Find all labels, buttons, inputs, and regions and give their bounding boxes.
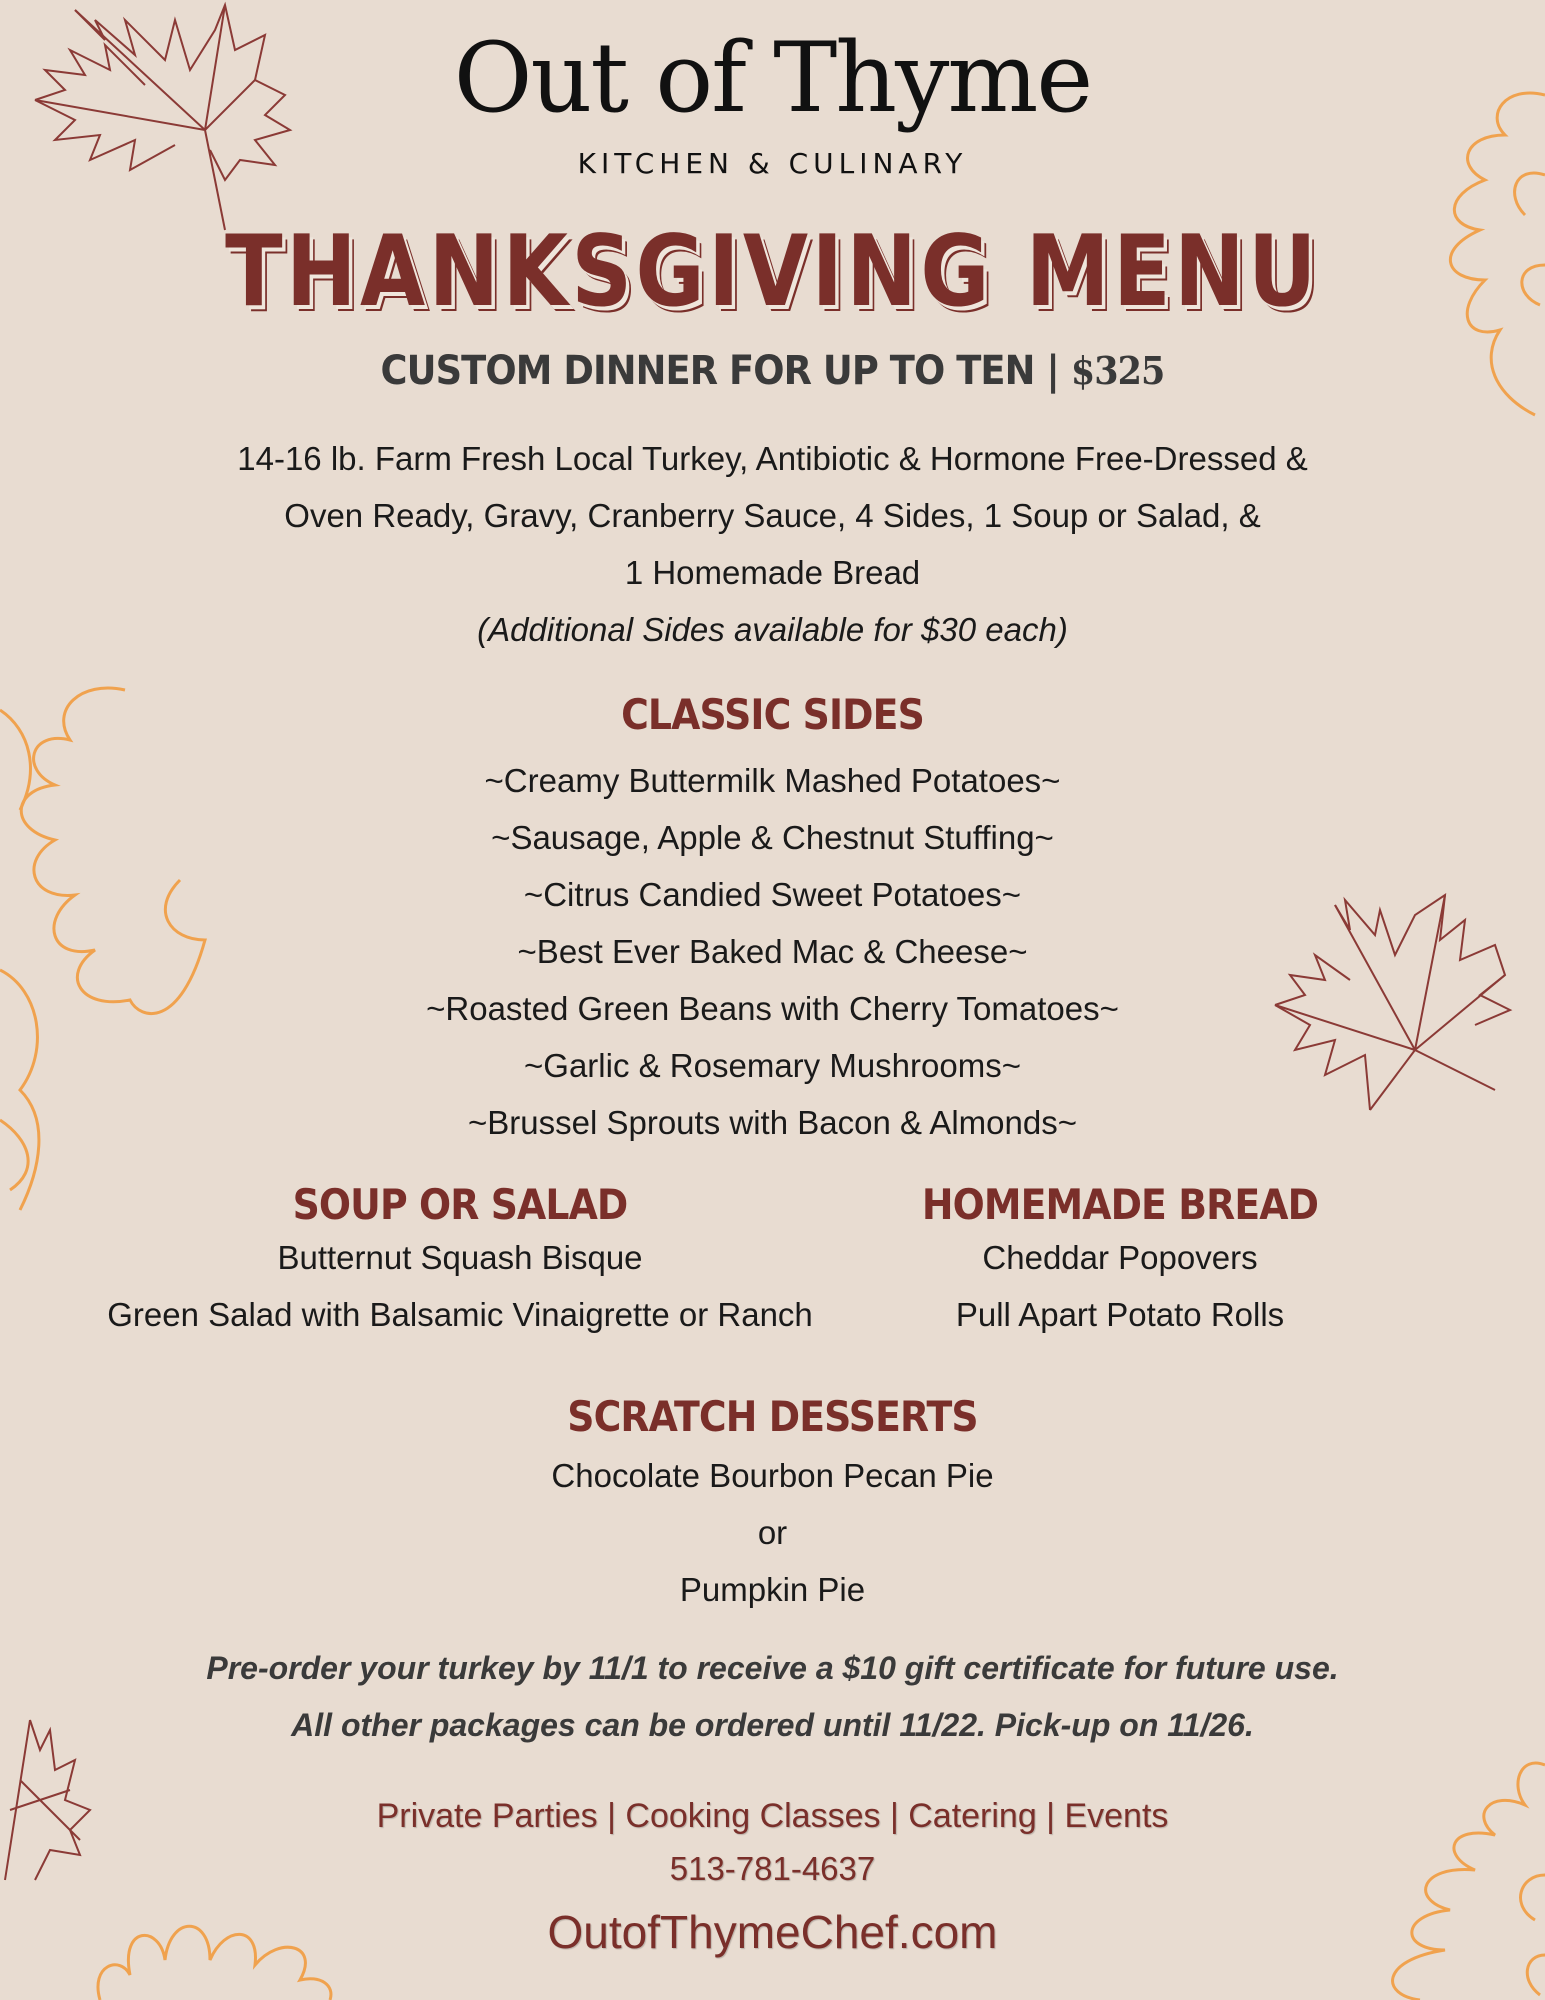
- list-item: Butternut Squash Bisque: [277, 1239, 643, 1276]
- preorder-line: All other packages can be ordered until 11/22. Pick-up on 11/26.: [291, 1707, 1254, 1743]
- brand-tagline: KITCHEN & CULINARY: [577, 147, 968, 180]
- soup-salad-section: [40, 1180, 880, 1343]
- list-item: Pumpkin Pie: [679, 1571, 866, 1608]
- list-item: Pull Apart Potato Rolls: [955, 1296, 1285, 1333]
- package-price: $325: [1070, 348, 1165, 393]
- brand-name: Out of Thyme: [453, 22, 1092, 134]
- list-item: ~Sausage, Apple & Chestnut Stuffing~: [491, 819, 1054, 856]
- soup-salad-heading: SOUP OR SALAD: [292, 1180, 628, 1229]
- additional-sides-note: (Additional Sides available for $30 each): [477, 611, 1068, 648]
- website-link[interactable]: OutofThymeChef.com: [547, 1906, 998, 1958]
- list-item: ~Citrus Candied Sweet Potatoes~: [523, 876, 1022, 913]
- preorder-line: Pre-order your turkey by 11/1 to receive a $10 gift certificate for future use.: [206, 1650, 1339, 1686]
- package-details-line: 1 Homemade Bread: [624, 554, 921, 591]
- list-item: ~Roasted Green Beans with Cherry Tomatoes~: [426, 990, 1119, 1027]
- phone-number[interactable]: 513-781-4637: [669, 1850, 876, 1887]
- desserts-list: [0, 1447, 1545, 1618]
- list-item: Chocolate Bourbon Pecan Pie: [551, 1457, 994, 1494]
- list-item: ~Brussel Sprouts with Bacon & Almonds~: [468, 1104, 1077, 1141]
- soup-salad-list: [40, 1229, 880, 1343]
- preorder-note: [0, 1640, 1545, 1754]
- classic-sides-list: [0, 752, 1545, 1151]
- list-item: or: [757, 1514, 788, 1551]
- package-details-line: 14-16 lb. Farm Fresh Local Turkey, Antibiotic & Hormone Free-Dressed &: [237, 440, 1308, 477]
- bread-list: [880, 1229, 1360, 1343]
- list-item: ~Garlic & Rosemary Mushrooms~: [524, 1047, 1021, 1084]
- list-item: ~Best Ever Baked Mac & Cheese~: [517, 933, 1028, 970]
- classic-sides-heading: CLASSIC SIDES: [621, 690, 924, 739]
- list-item: Cheddar Popovers: [982, 1239, 1258, 1276]
- desserts-heading: SCRATCH DESSERTS: [567, 1392, 978, 1441]
- bread-section: [880, 1180, 1360, 1343]
- package-details: [0, 430, 1545, 658]
- list-item: Green Salad with Balsamic Vinaigrette or Ranch: [107, 1296, 813, 1333]
- services-list: Private Parties | Cooking Classes | Catering | Events: [376, 1797, 1169, 1835]
- bread-heading: HOMEMADE BREAD: [921, 1180, 1319, 1229]
- page-title: THANKSGIVING MENU: [225, 215, 1320, 329]
- package-subtitle: [62, 348, 1483, 394]
- package-details-line: Oven Ready, Gravy, Cranberry Sauce, 4 Sides, 1 Soup or Salad, &: [284, 497, 1261, 534]
- package-description: CUSTOM DINNER FOR UP TO TEN |: [380, 348, 1071, 394]
- list-item: ~Creamy Buttermilk Mashed Potatoes~: [484, 762, 1061, 799]
